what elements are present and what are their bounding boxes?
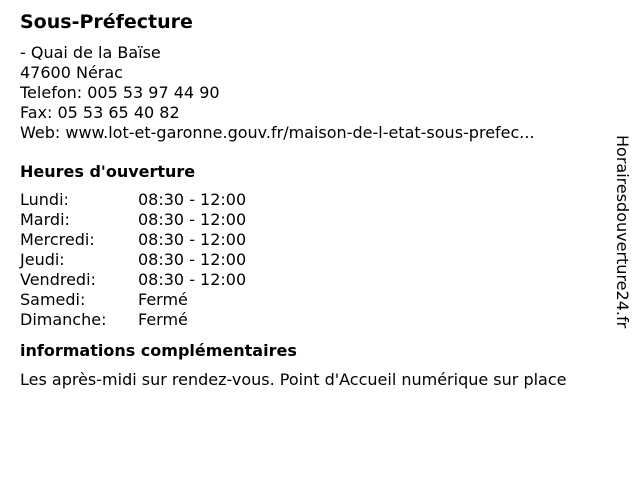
hours-row-thursday	[20, 250, 600, 270]
street-address: - Quai de la Baïse	[20, 43, 161, 62]
site-watermark: Horairesdouverture24.fr	[613, 135, 632, 329]
phone-number: Telefon: 005 53 97 44 90	[20, 83, 220, 102]
hours-value: 08:30 - 12:00	[138, 190, 247, 209]
additional-info-heading: informations complémentaires	[20, 341, 297, 360]
hours-value: 08:30 - 12:00	[138, 230, 247, 249]
city-postcode: 47600 Nérac	[20, 63, 123, 82]
listing-card	[20, 10, 600, 390]
day-label: Mercredi:	[20, 230, 95, 249]
additional-info-text: Les après-midi sur rendez-vous. Point d'Accueil numérique sur place	[20, 370, 567, 389]
hours-row-monday	[20, 190, 600, 210]
page-title: Sous-Préfecture	[20, 11, 193, 33]
hours-value: 08:30 - 12:00	[138, 250, 247, 269]
opening-hours-table	[20, 190, 600, 330]
day-label: Jeudi:	[20, 250, 65, 269]
hours-value: 08:30 - 12:00	[138, 210, 247, 229]
day-label: Samedi:	[20, 290, 86, 309]
opening-hours-heading: Heures d'ouverture	[20, 162, 196, 181]
hours-value: 08:30 - 12:00	[138, 270, 247, 289]
fax-number: Fax: 05 53 65 40 82	[20, 103, 180, 122]
hours-value: Fermé	[138, 310, 188, 329]
day-label: Dimanche:	[20, 310, 107, 329]
hours-row-tuesday	[20, 210, 600, 230]
hours-row-friday	[20, 270, 600, 290]
hours-row-saturday	[20, 290, 600, 310]
day-label: Lundi:	[20, 190, 69, 209]
hours-row-sunday	[20, 310, 600, 330]
website-link[interactable]: Web: www.lot-et-garonne.gouv.fr/maison-de-l-etat-sous-prefec...	[20, 123, 535, 142]
hours-row-wednesday	[20, 230, 600, 250]
address-block	[20, 43, 600, 143]
day-label: Mardi:	[20, 210, 70, 229]
hours-value: Fermé	[138, 290, 188, 309]
day-label: Vendredi:	[20, 270, 96, 289]
